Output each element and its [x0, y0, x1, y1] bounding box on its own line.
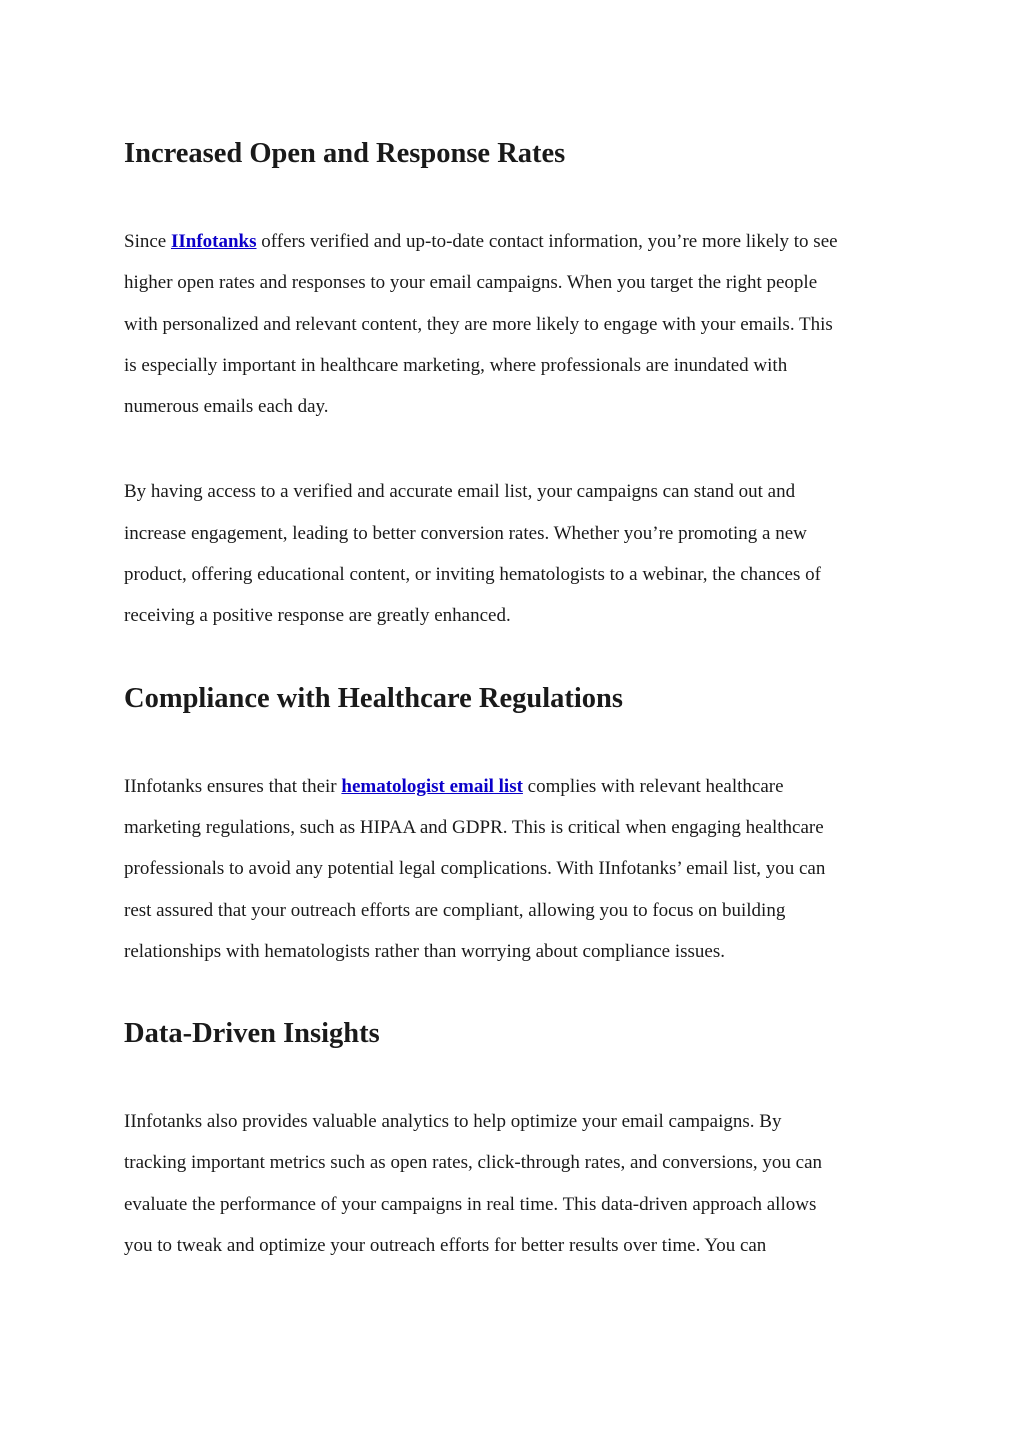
paragraph-line: tracking important metrics such as open rates, click-through rates, and conversions, you can — [124, 1152, 823, 1174]
paragraph-line: professionals to avoid any potential legal complications. With IInfotanks’ email list, you can — [124, 858, 826, 880]
line-text: offers verified and up-to-date contact information, you’re more likely to see — [256, 231, 838, 252]
section-heading: Increased Open and Response Rates — [124, 138, 566, 169]
hematologist-email-list-link[interactable]: hematologist email list — [341, 775, 523, 797]
paragraph-line: marketing regulations, such as HIPAA and GDPR. This is critical when engaging healthcare — [124, 816, 824, 838]
paragraph-line: with personalized and relevant content, they are more likely to engage with your emails. This — [124, 313, 833, 335]
line-text: complies with relevant healthcare — [522, 775, 784, 797]
paragraph — [124, 221, 914, 427]
paragraph-line: higher open rates and responses to your email campaigns. When you target the right people — [124, 272, 818, 294]
paragraph-line: IInfotanks also provides valuable analytics to help optimize your email campaigns. By — [124, 1111, 782, 1133]
paragraph-line: is especially important in healthcare marketing, where professionals are inundated with — [124, 354, 788, 376]
paragraph-line — [124, 766, 914, 807]
paragraph — [124, 1101, 914, 1266]
paragraph-line: rest assured that your outreach efforts are compliant, allowing you to focus on building — [124, 899, 786, 921]
paragraph-line: receiving a positive response are greatly enhanced. — [124, 605, 511, 627]
line-text: IInfotanks ensures that their — [124, 775, 342, 797]
paragraph-line: you to tweak and optimize your outreach efforts for better results over time. You can — [124, 1235, 767, 1257]
paragraph-line: product, offering educational content, or inviting hematologists to a webinar, the chances of — [124, 564, 821, 586]
paragraph-line — [124, 221, 914, 262]
paragraph-line: increase engagement, leading to better conversion rates. Whether you’re promoting a new — [124, 522, 807, 544]
paragraph-line: relationships with hematologists rather than worrying about compliance issues. — [124, 940, 726, 962]
section-heading: Compliance with Healthcare Regulations — [124, 682, 623, 714]
line-text: Since — [124, 231, 171, 252]
section-heading: Data-Driven Insights — [124, 1018, 380, 1050]
paragraph-line: By having access to a verified and accurate email list, your campaigns can stand out and — [124, 481, 796, 503]
paragraph — [124, 471, 914, 636]
document-body — [124, 136, 914, 1266]
paragraph-line: evaluate the performance of your campaigns in real time. This data-driven approach allows — [124, 1193, 817, 1215]
iinfotanks-link[interactable]: IInfotanks — [170, 231, 257, 252]
paragraph-line: numerous emails each day. — [124, 396, 329, 418]
paragraph — [124, 766, 914, 972]
